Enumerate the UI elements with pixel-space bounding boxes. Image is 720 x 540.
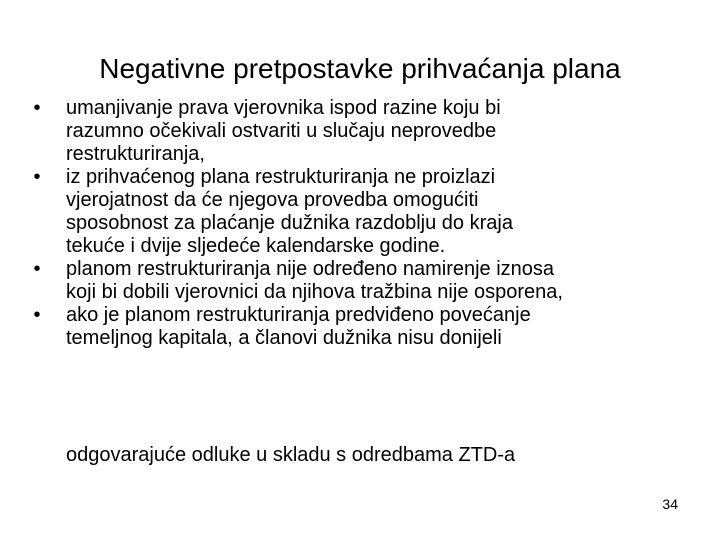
bullet-icon: • <box>33 304 41 326</box>
bullet-line: koji bi dobili vjerovnici da njihova tražbina nije osporena, <box>66 281 563 303</box>
page-number: 34 <box>662 496 678 512</box>
bullet-line: tekuće i dvije sljedeće kalendarske godine. <box>66 235 446 257</box>
bullet-line: vjerojatnost da će njegova provedba omogućiti <box>66 189 479 211</box>
bullet-line: iz prihvaćenog plana restrukturiranja ne proizlazi <box>66 166 496 188</box>
bullet-line: temeljnog kapitala, a članovi dužnika nisu donijeli <box>66 327 502 349</box>
bullet-line: sposobnost za plaćanje dužnika razdoblju do kraja <box>66 212 513 234</box>
bullet-line: razumno očekivali ostvariti u slučaju neprovedbe <box>66 120 497 142</box>
bullet-item <box>30 97 710 166</box>
bullet-icon: • <box>33 166 41 188</box>
bullet-item <box>30 304 710 350</box>
slide-title: Negativne pretpostavke prihvaćanja plana <box>99 53 621 84</box>
bullet-icon: • <box>33 258 41 280</box>
bullet-continuation-line: odgovarajuće odluke u skladu s odredbama ZTD-a <box>66 444 516 466</box>
bullet-item <box>30 166 710 258</box>
bullet-icon: • <box>33 97 41 119</box>
bullet-line: ako je planom restrukturiranja predviđeno povećanje <box>66 304 531 326</box>
bullet-item <box>30 258 710 304</box>
bullet-line: restrukturiranja, <box>66 143 205 165</box>
bullet-list <box>30 97 710 350</box>
bullet-line: umanjivanje prava vjerovnika ispod razine koju bi <box>66 97 501 119</box>
bullet-line: planom restrukturiranja nije određeno namirenje iznosa <box>66 258 555 280</box>
